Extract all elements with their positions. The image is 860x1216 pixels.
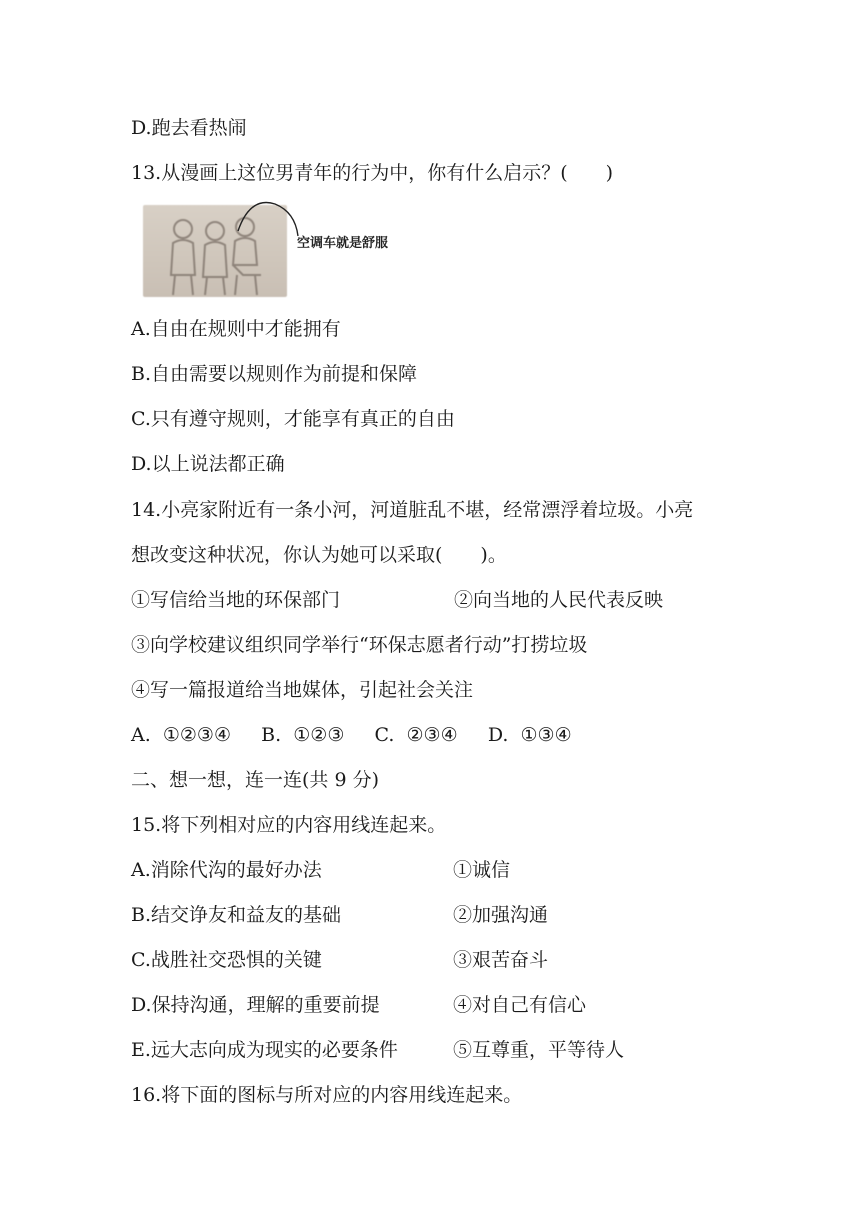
- q15-stem: 15.将下列相对应的内容用线连起来。: [131, 814, 447, 836]
- speech-line: [210, 196, 310, 246]
- q14-item-2: ②向当地的人民代表反映: [454, 589, 664, 611]
- q13-option-b: B.自由需要以规则作为前提和保障: [131, 363, 418, 385]
- q12-option-d: D.跑去看热闹: [131, 117, 247, 139]
- q14-item-4: ④写一篇报道给当地媒体，引起社会关注: [131, 679, 474, 701]
- q13-stem: 13.从漫画上这位男青年的行为中，你有什么启示？( ): [131, 162, 614, 184]
- q16-stem: 16.将下面的图标与所对应的内容用线连起来。: [131, 1084, 523, 1106]
- q14-item-1: ①写信给当地的环保部门: [131, 589, 341, 611]
- q15-right-2: ②加强沟通: [453, 904, 549, 926]
- q15-right-3: ③艰苦奋斗: [453, 949, 549, 971]
- q15-left-c: C.战胜社交恐惧的关键: [131, 949, 322, 971]
- q15-right-4: ④对自己有信心: [453, 994, 587, 1016]
- q13-option-c: C.只有遵守规则，才能享有真正的自由: [131, 408, 455, 430]
- q14-item-3: ③向学校建议组织同学举行“环保志愿者行动”打捞垃圾: [131, 634, 588, 656]
- q15-left-e: E.远大志向成为现实的必要条件: [131, 1039, 398, 1061]
- q15-left-b: B.结交诤友和益友的基础: [131, 904, 342, 926]
- q14-choices: A. ①②③④ B. ①②③ C. ②③④ D. ①③④: [131, 724, 572, 746]
- cartoon-caption: 空调车就是舒服: [297, 236, 389, 251]
- q14-stem-line2: 想改变这种状况，你认为她可以采取( )。: [131, 544, 507, 566]
- q13-option-d: D.以上说法都正确: [131, 453, 285, 475]
- q15-right-5: ⑤互尊重，平等待人: [453, 1039, 625, 1061]
- q13-option-a: A.自由在规则中才能拥有: [131, 318, 341, 340]
- q14-stem-line1: 14.小亮家附近有一条小河，河道脏乱不堪，经常漂浮着垃圾。小亮: [131, 499, 694, 521]
- q15-left-a: A.消除代沟的最好办法: [131, 859, 322, 881]
- section-2-title: 二、想一想，连一连(共 9 分): [131, 769, 379, 791]
- q15-right-1: ①诚信: [453, 859, 511, 881]
- q15-left-d: D.保持沟通，理解的重要前提: [131, 994, 380, 1016]
